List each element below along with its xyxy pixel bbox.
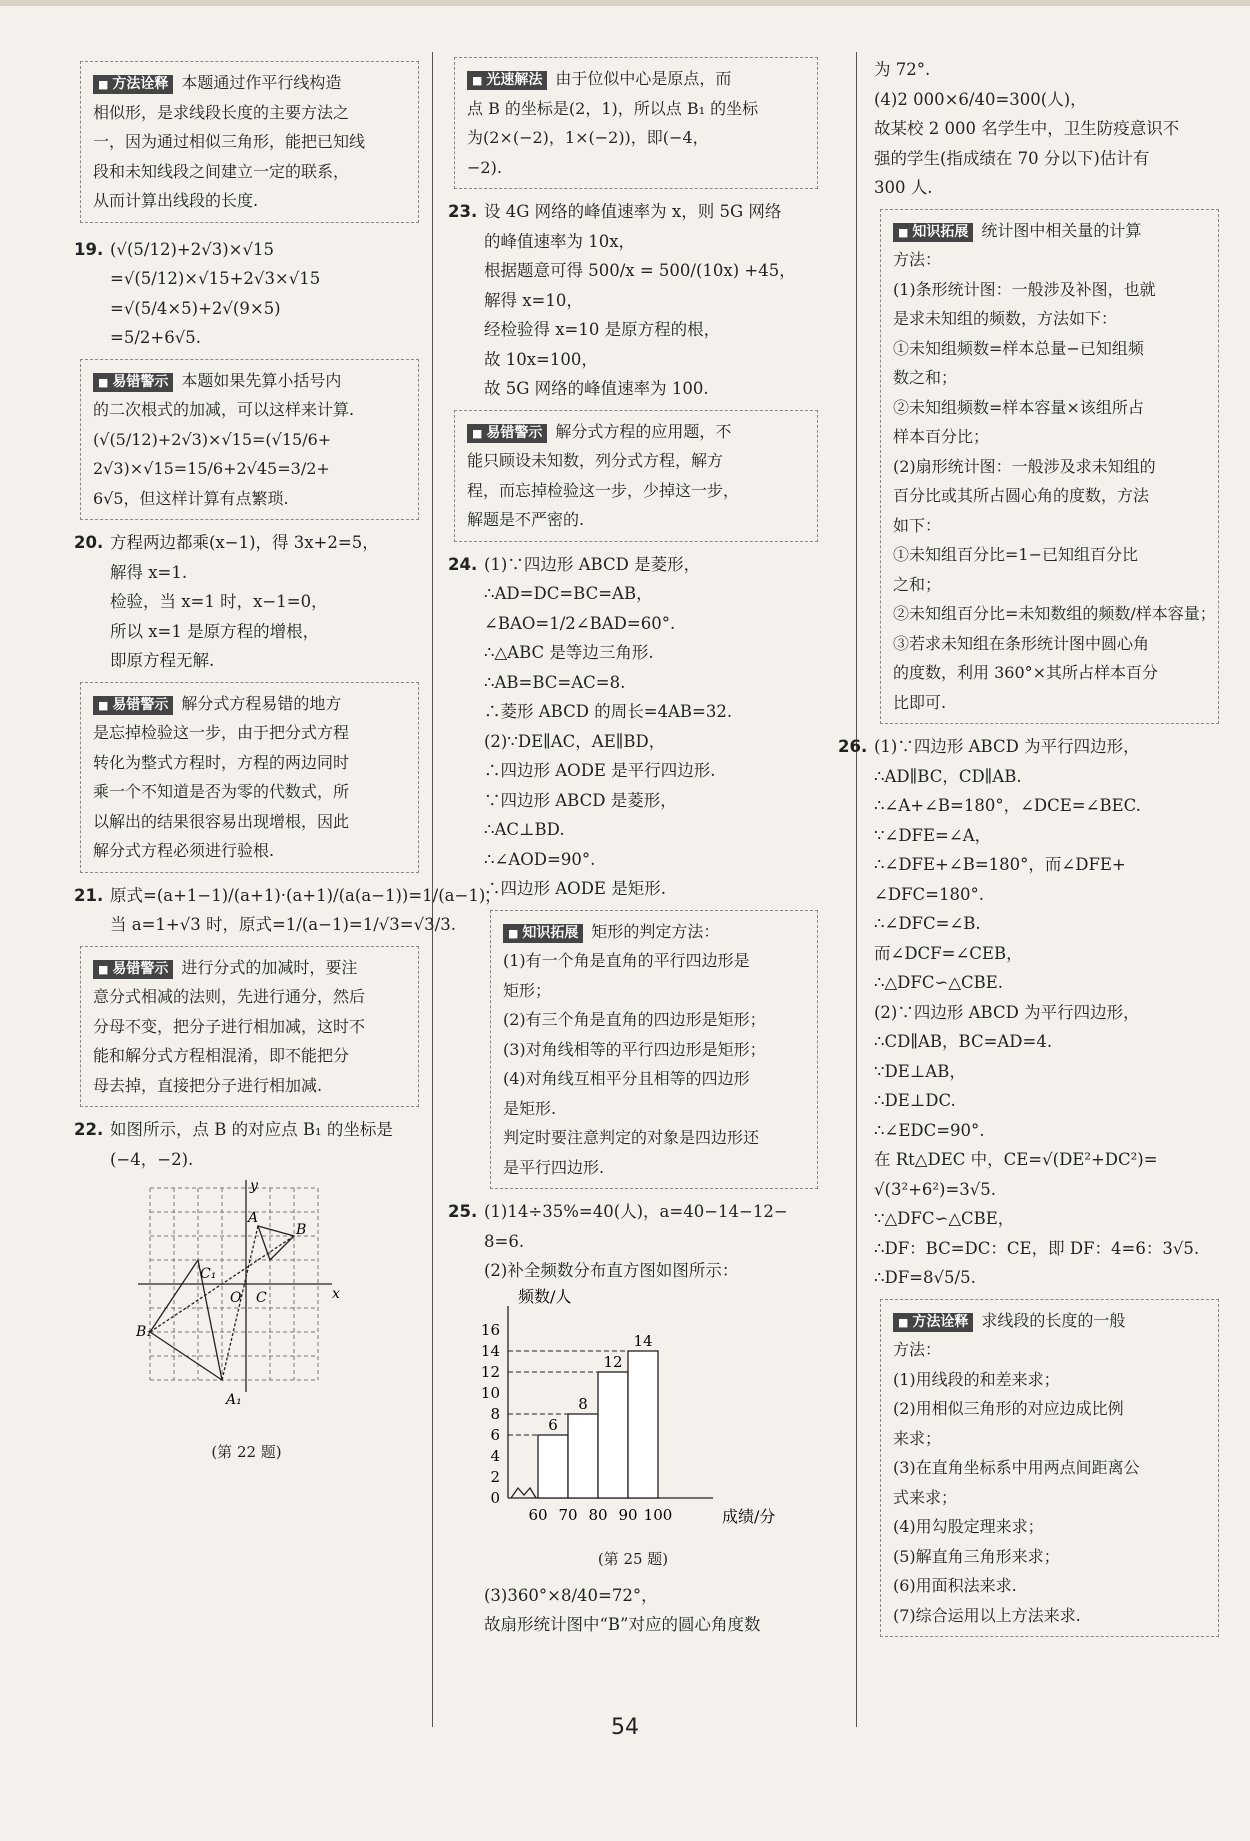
note-tag: ■ 易错警示 — [467, 424, 547, 443]
y-tick-label: 8 — [490, 1404, 500, 1423]
y-tick-label: 6 — [490, 1425, 500, 1444]
histogram-bar — [598, 1372, 628, 1498]
y-tick-label: 10 — [480, 1383, 500, 1402]
question-19: 19. (√(5/12)+2√3)×√15 =√(5/12)×√15+2√3×√15 =√(5/4×5)+2√(9×5) =5/2+6√5. — [74, 239, 321, 347]
question-24: 24. (1)∵四边形 ABCD 是菱形， ∴AD=DC=BC=AB， ∠BAO=1/2∠BAD=60°. ∴△ABC 是等边三角形. ∴AB=BC=AC=8. ∴菱形 ABCD 的周长=4AB=32. (2)∵DE∥AC，AE∥BD， ∴四边形 AODE 是平行四边形. ∵四边形 ABCD 是菱形， ∴AC⊥BD. ∴∠AOD=90°. ∴四边形 AODE 是矩形. — [448, 554, 733, 898]
note-box-error-3: ■ 易错警示 进行分式的加减时，要注 意分式相减的法则，先进行通分，然后 分母不变，把分子进行相加减，这时不 能和解分式方程相混淆，即不能把分 母去掉，直接把分子进行相加减. — [80, 946, 419, 1108]
note-box-method: ■ 方法诠释 本题通过作平行线构造 相似形，是求线段长度的主要方法之 一，因为通过相似三角形，能把已知线 段和未知线段之间建立一定的联系， 从而计算出线段的长度. — [80, 61, 419, 223]
histogram-chart — [458, 1286, 798, 1536]
y-tick-label: 4 — [490, 1446, 500, 1465]
fig22-label-a1: A₁ — [226, 1392, 242, 1408]
top-edge — [0, 0, 1250, 6]
note-box-error-2: ■ 易错警示 解分式方程易错的地方 是忘掉检验这一步，由于把分式方程 转化为整式方程时，方程的两边同时 乘一个不知道是否为零的代数式，所 以解出的结果很容易出现增根，因此 解分式方程必须进行验根. — [80, 682, 419, 873]
note-tag: ■ 方法诠释 — [93, 75, 173, 94]
histogram-bar-label: 14 — [633, 1331, 653, 1350]
column-2 — [448, 55, 818, 1640]
question-25: 25. (1)14÷35%=40(人)，a=40−14−12− 8=6. (2)补全频数分布直方图如图所示： — [448, 1202, 788, 1280]
question-22: 22. 如图所示，点 B 的对应点 B₁ 的坐标是 (−4，−2). — [74, 1120, 393, 1169]
fig22-label-a: A — [248, 1210, 259, 1226]
fig22-label-y: y — [250, 1178, 258, 1194]
histogram-bar-label: 8 — [578, 1394, 588, 1413]
note-tag: ■ 易错警示 — [93, 696, 173, 715]
x-tick-label: 60 — [528, 1505, 548, 1524]
note-box-knowledge-2: ■ 知识拓展 统计图中相关量的计算 方法： (1)条形统计图：一般涉及补图，也就 是求未知组的频数，方法如下： ①未知组频数=样本总量−已知组频 数之和； ②未知组频数=样本容量×该组所占 样本百分比； (2)扇形统计图：一般涉及求未知组的 百分比或其所占圆心角的度数，方法 如下： ①未知组百分比=1−已知组百分比 之和； ②未知组百分比=未知数组的频数/样本容量； ③若求未知组在条形统计图中圆心角 的度数，利用 360°×其所占样本百分 比即可. — [880, 209, 1219, 725]
histogram-bar — [628, 1351, 658, 1498]
x-tick-label: 100 — [643, 1505, 673, 1524]
fig22-label-x: x — [332, 1286, 340, 1302]
x-tick-label: 90 — [618, 1505, 638, 1524]
note-tag: ■ 易错警示 — [93, 373, 173, 392]
x-tick-label: 70 — [558, 1505, 578, 1524]
histogram-y-label: 频数/人 — [518, 1286, 572, 1306]
histogram-x-label: 成绩/分 — [722, 1506, 776, 1526]
page-number: 54 — [611, 1715, 639, 1740]
histogram-bar — [568, 1414, 598, 1498]
note-tag: ■ 光速解法 — [467, 71, 547, 90]
question-23: 23. 设 4G 网络的峰值速率为 x，则 5G 网络 的峰值速率为 10x， 根据题意可得 500/x = 500/(10x) +45， 解得 x=10， 经检验得 x=10 是原方程的根， 故 10x=100， 故 5G 网络的峰值速率为 100. — [448, 202, 796, 398]
note-box-error-1: ■ 易错警示 本题如果先算小括号内 的二次根式的加减，可以这样来计算. (√(5/12)+2√3)×√15=(√15/6+ 2√3)×√15=15/6+2√45=3/2+ 6√5，但这样计算有点繁琐. — [80, 359, 419, 521]
fig22-label-b: B — [296, 1222, 307, 1238]
figure-25-caption: (第 25 题) — [597, 1550, 669, 1568]
note-tag: ■ 知识拓展 — [503, 924, 583, 943]
note-box-fast-method: ■ 光速解法 由于位似中心是原点，而 点 B 的坐标是(2，1)，所以点 B₁ 的坐标 为(2×(−2)，1×(−2))，即(−4， −2). — [454, 57, 818, 189]
y-tick-label: 12 — [480, 1362, 500, 1381]
y-tick-label: 16 — [480, 1320, 500, 1339]
fig22-label-c: C — [256, 1290, 267, 1306]
question-21: 21. 原式=(a+1−1)/(a+1)·(a+1)/(a(a−1))=1/(a−1)， 当 a=1+√3 时，原式=1/(a−1)=1/√3=√3/3. — [74, 885, 502, 934]
x-tick-label: 80 — [588, 1505, 608, 1524]
note-box-knowledge-1: ■ 知识拓展 矩形的判定方法： (1)有一个角是直角的平行四边形是 矩形； (2)有三个角是直角的四边形是矩形； (3)对角线相等的平行四边形是矩形； (4)对角线互相平分且相等的四边形 是矩形. 判定时要注意判定的对象是四边形还 是平行四边形. — [490, 910, 818, 1190]
note-tag: ■ 方法诠释 — [893, 1313, 973, 1332]
note-tag: ■ 易错警示 — [93, 960, 173, 979]
column-divider-2 — [856, 52, 857, 1727]
histogram-bar-label: 12 — [603, 1352, 623, 1371]
axis-break-mark — [511, 1488, 536, 1498]
fig22-label-o: O — [230, 1290, 242, 1306]
figure-22-caption: (第 22 题) — [211, 1442, 282, 1461]
question-26: 26. (1)∵四边形 ABCD 为平行四边形， ∴AD∥BC，CD∥AB. ∴∠A+∠B=180°，∠DCE=∠BEC. ∵∠DFE=∠A， ∴∠DFE+∠B=180°，而∠DFE+ ∠DFC=180°. ∴∠DFC=∠B. 而∠DCF=∠CEB， ∴△DFC∽△CBE. (2)∵四边形 ABCD 为平行四边形， ∴CD∥AB，BC=AD=4. ∵DE⊥AB， ∴DE⊥DC. ∴∠EDC=90°. 在 Rt△DEC 中，CE=√(DE²+DC²)= √(3²+6²)=3√5. ∵△DFC∽△CBE， ∴DF：BC=DC：CE，即 DF：4=6：3√5. ∴DF=8√5/5. — [838, 737, 1200, 1287]
triangle-abc — [258, 1226, 294, 1260]
note-tag: ■ 知识拓展 — [893, 223, 973, 242]
histogram-bar — [538, 1435, 568, 1498]
y-tick-label: 2 — [490, 1467, 500, 1486]
question-25-end: 为 72°. (4)2 000×6/40=300(人)， 故某校 2 000 名学生中，卫生防疫意识不 强的学生(指成绩在 70 分以下)估计有 300 人. — [874, 60, 1180, 197]
note-box-method-2: ■ 方法诠释 求线段的长度的一般 方法： (1)用线段的和差来求； (2)用相似三角形的对应边成比例 来求； (3)在直角坐标系中用两点间距离公 式来求； (4)用勾股定理来求； (5)解直角三角形来求； (6)用面积法来求. (7)综合运用以上方法来求. — [880, 1299, 1219, 1638]
question-25-continued: (3)360°×8/40=72°， 故扇形统计图中“B”对应的圆心角度数 — [484, 1585, 761, 1634]
fig22-label-b1: B₁ — [136, 1324, 152, 1340]
histogram-bar-label: 6 — [548, 1415, 558, 1434]
column-3 — [838, 55, 1219, 1645]
y-tick-label: 0 — [490, 1488, 500, 1507]
fig22-label-c1: C₁ — [200, 1266, 217, 1282]
question-20: 20. 方程两边都乘(x−1)，得 3x+2=5， 解得 x=1. 检验，当 x=1 时，x−1=0， 所以 x=1 是原方程的增根， 即原方程无解. — [74, 533, 379, 670]
figure-22-grid — [136, 1178, 376, 1428]
y-tick-label: 14 — [480, 1341, 500, 1360]
note-box-error-4: ■ 易错警示 解分式方程的应用题，不 能只顾设未知数，列分式方程，解方 程，而忘掉检验这一步，少掉这一步， 解题是不严密的. — [454, 410, 818, 542]
